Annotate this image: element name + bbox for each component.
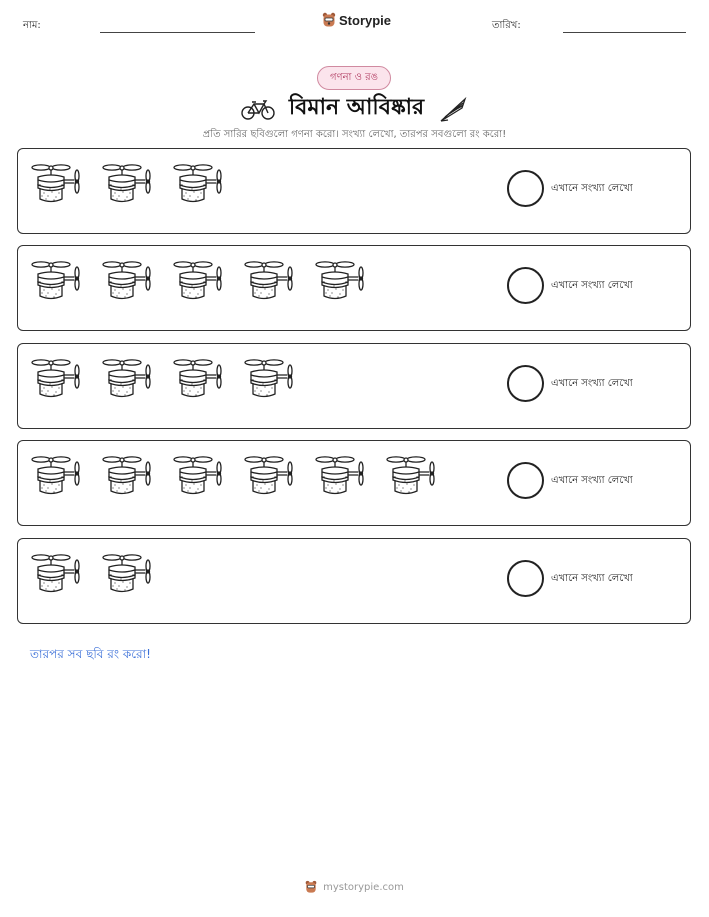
write-number-label: এখানে সংখ্যা লেখো — [551, 475, 633, 486]
helicopter-pack-icon — [385, 455, 441, 505]
helicopter-pack-icon — [30, 553, 86, 603]
helicopter-pack-icon — [243, 358, 299, 408]
bear-logo-icon — [322, 12, 336, 28]
date-label: তারিখ: — [492, 20, 521, 31]
answer-circle[interactable] — [507, 462, 544, 499]
footer-note: তারপর সব ছবি রং করো! — [30, 647, 151, 661]
row-items — [30, 358, 299, 408]
helicopter-pack-icon — [172, 260, 228, 310]
row-items — [30, 260, 370, 310]
category-badge: গণনা ও রঙ — [317, 66, 391, 90]
answer-circle[interactable] — [507, 267, 544, 304]
helicopter-pack-icon — [101, 553, 157, 603]
counting-row — [17, 538, 691, 624]
counting-row — [17, 245, 691, 331]
helicopter-pack-icon — [172, 358, 228, 408]
bear-logo-icon — [305, 880, 317, 894]
write-number-label: এখানে সংখ্যা লেখো — [551, 573, 633, 584]
helicopter-pack-icon — [30, 163, 86, 213]
write-number-label: এখানে সংখ্যা লেখো — [551, 183, 633, 194]
helicopter-pack-icon — [243, 260, 299, 310]
helicopter-pack-icon — [172, 455, 228, 505]
helicopter-pack-icon — [101, 358, 157, 408]
date-field-line[interactable] — [563, 32, 686, 33]
title-row — [0, 90, 709, 127]
helicopter-pack-icon — [243, 455, 299, 505]
row-items — [30, 455, 441, 505]
write-number-label: এখানে সংখ্যা লেখো — [551, 280, 633, 291]
write-number-label: এখানে সংখ্যা লেখো — [551, 378, 633, 389]
counting-row — [17, 148, 691, 234]
helicopter-pack-icon — [314, 455, 370, 505]
counting-row — [17, 343, 691, 429]
helicopter-pack-icon — [30, 260, 86, 310]
brand-name: Storypie — [339, 12, 392, 28]
bicycle-icon — [241, 97, 275, 121]
counting-row — [17, 440, 691, 526]
name-field-line[interactable] — [100, 32, 255, 33]
row-items — [30, 163, 228, 213]
answer-circle[interactable] — [507, 170, 544, 207]
site-footer — [0, 880, 709, 894]
site-url: mystorypie.com — [323, 881, 404, 893]
helicopter-pack-icon — [314, 260, 370, 310]
answer-circle[interactable] — [507, 365, 544, 402]
helicopter-pack-icon — [101, 260, 157, 310]
helicopter-pack-icon — [101, 163, 157, 213]
name-label: নাম: — [23, 20, 41, 31]
instructions: প্রতি সারির ছবিগুলো গণনা করো। সংখ্যা লেখো, তারপর সবগুলো রং করো! — [202, 129, 507, 140]
page-title: বিমান আবিষ্কার — [288, 95, 425, 120]
helicopter-pack-icon — [172, 163, 228, 213]
helicopter-pack-icon — [30, 455, 86, 505]
brand-logo — [322, 12, 391, 28]
row-items — [30, 553, 157, 603]
helicopter-pack-icon — [101, 455, 157, 505]
helicopter-pack-icon — [30, 358, 86, 408]
answer-circle[interactable] — [507, 560, 544, 597]
glider-wing-icon — [438, 94, 468, 124]
